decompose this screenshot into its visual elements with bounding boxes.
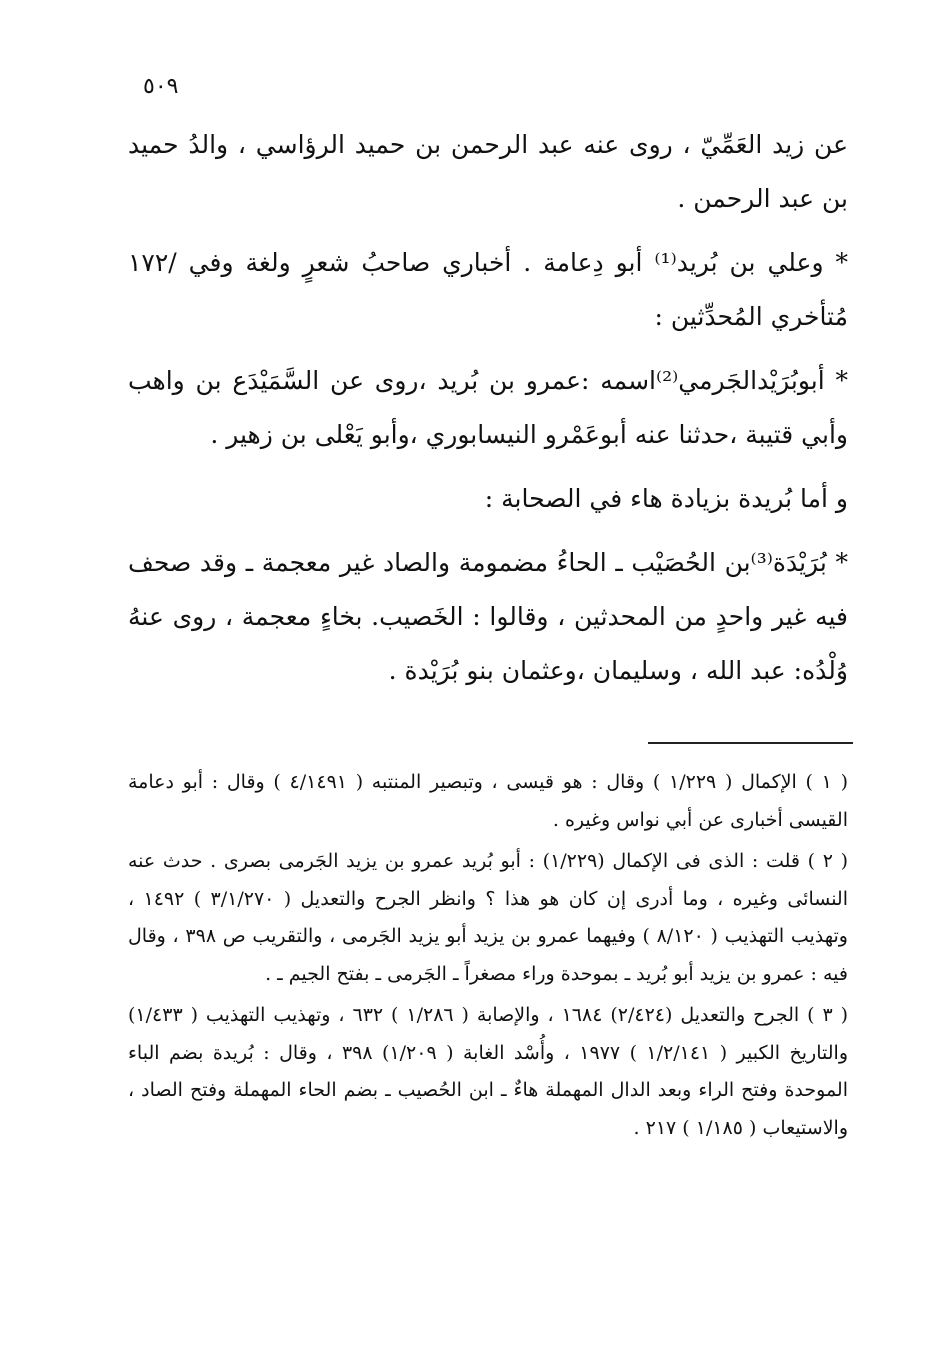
- paragraph-ali-ibn-burayd: * وعلي بن بُريد⁽¹⁾ أبو دِعامة . أخباري صاحبُ شعرٍ ولغة وفي /١٧٢ مُتأخري المُحدِّثين :: [128, 248, 849, 331]
- paragraph-zayd-al-ammi: عن زيد العَمِّيّ ، روى عنه عبد الرحمن بن حميد الرؤاسي ، والدُ حميد بن عبد الرحمن .: [128, 130, 848, 213]
- footnote-3: ( ٣ ) الجرح والتعديل (٢/٤٢٤) ١٦٨٤ ، والإصابة ( ١/٢٨٦ ) ٦٣٢ ، وتهذيب التهذيب ( ١/٤٣٣) والتاريخ الكبير ( ١/٢/١٤١ ) ١٩٧٧ ، وأُسْد الغابة ( ١/٢٠٩) ٣٩٨ ، وقال : بُريدة بضم الباء الموحدة وفتح الراء وبعد الدال المهملة هاءٌ ـ ابن الحُصيب ـ بضم الحاء المهملة وفتح الصاد ، والاستيعاب ( ١/١٨٥ ) ٢١٧ .: [128, 1004, 849, 1139]
- footnote-1: ( ١ ) الإكمال ( ١/٢٢٩ ) وقال : هو قيسى ، وتبصير المنتبه ( ٤/١٤٩١ ) وقال : أبو دعامة القيسى أخبارى عن أبي نواس وغيره .: [128, 771, 848, 831]
- footnote-separator: [648, 742, 853, 744]
- page-number: ٥٠٩: [143, 74, 179, 99]
- footnotes: [128, 764, 848, 1151]
- main-text: [128, 118, 848, 708]
- paragraph-abu-burayd-al-jarmi: * أبوبُرَيْدالجَرمي⁽²⁾اسمه :عمرو بن بُريد ،روى عن السَّمَيْدَع بن واهب وأبي قتيبة ،حدثنا عنه أبوعَمْرو النيسابوري ،وأبو يَعْلى بن زهير .: [128, 366, 848, 449]
- paragraph-buraydah-ibn-al-husayb: * بُرَيْدَة⁽³⁾بن الحُصَيْب ـ الحاءُ مضمومة والصاد غير معجمة ـ وقد صحف فيه غير واحدٍ من المحدثين ، وقالوا : الخَصيب. بخاءٍ معجمة ، روى عنهُ وُلْدُه: عبد الله ، وسليمان ،وعثمان بنو بُرَيْدة .: [128, 548, 848, 685]
- footnote-2: ( ٢ ) قلت : الذى فى الإكمال (١/٢٢٩) : أبو بُريد عمرو بن يزيد الجَرمى بصرى . حدث عنه النسائى وغيره ، وما أدرى إن كان هو هذا ؟ وانظر الجرح والتعديل ( ٣/١/٢٧٠ ) ١٤٩٢ ، وتهذيب التهذيب ( ٨/١٢٠ ) وفيهما عمرو بن يزيد أبو يزيد الجَرمى ، والتقريب ص ٣٩٨ ، وقال فيه : عمرو بن يزيد أبو بُريد ـ بموحدة وراء مصغراً ـ الجَرمى ـ بفتح الجيم ـ .: [128, 850, 849, 985]
- paragraph-sahaba-heading: و أما بُريدة بزيادة هاء في الصحابة :: [484, 484, 848, 513]
